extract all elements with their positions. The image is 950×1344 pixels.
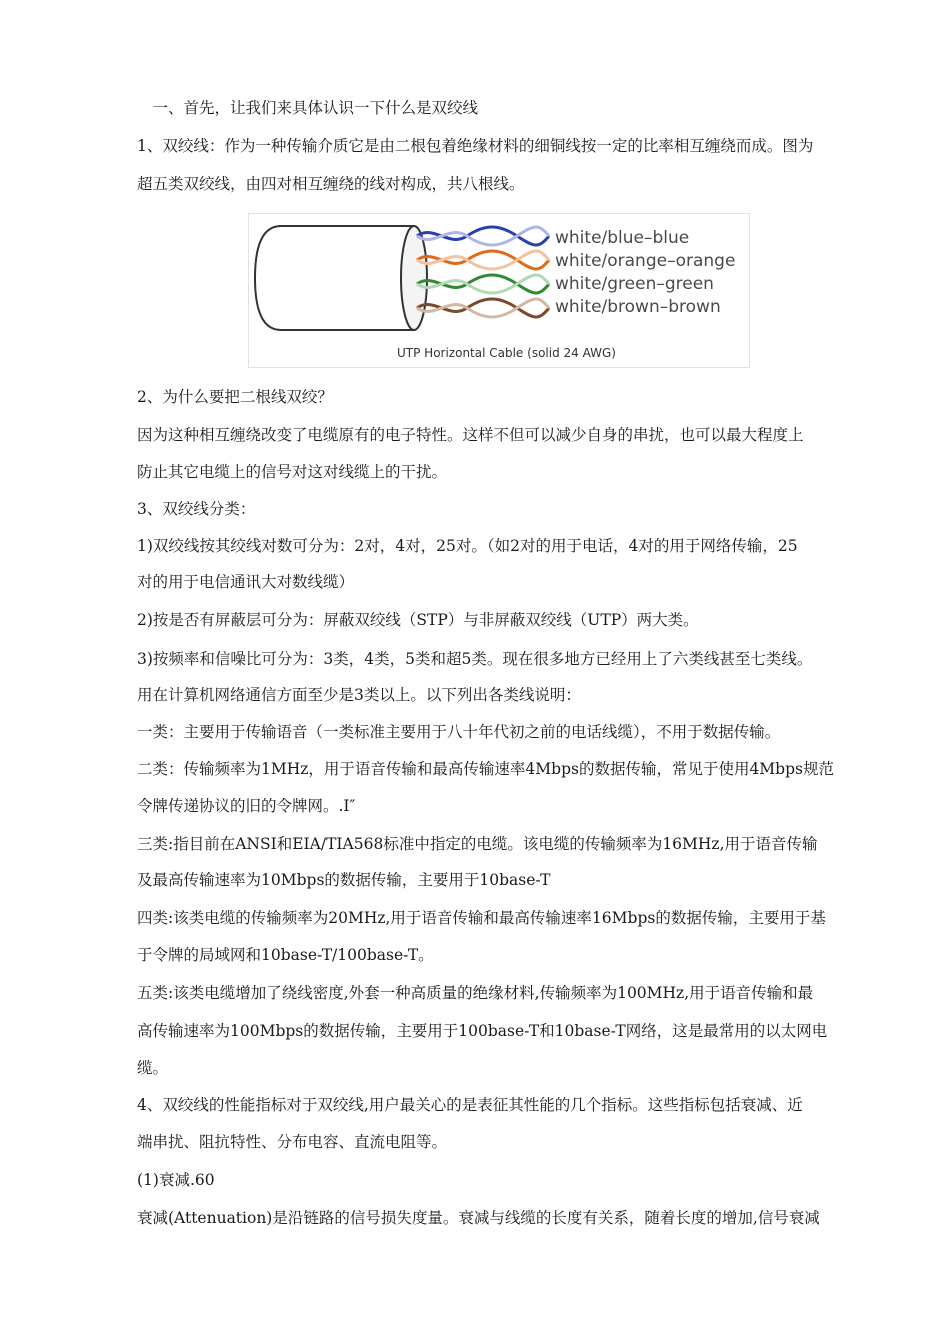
utp-cable-illustration bbox=[249, 214, 749, 367]
paragraph-line: 对的用于电信通讯大对数线缆） bbox=[137, 573, 355, 591]
cable-jacket bbox=[255, 226, 414, 330]
section-heading-4: 4、双绞线的性能指标对于双绞线,用户最关心的是表征其性能的几个指标。这些指标包括衰减、近 bbox=[137, 1096, 803, 1114]
pair-label-green: white/green–green bbox=[555, 274, 714, 294]
section-heading-3: 3、双绞线分类： bbox=[137, 500, 256, 518]
paragraph-line: 二类：传输频率为1MHz，用于语音传输和最高传输速率4Mbps的数据传输，常见于使用4Mbps规范 bbox=[137, 760, 834, 778]
pair-label-blue: white/blue–blue bbox=[555, 228, 690, 248]
paragraph-line: 及最高传输速率为10Mbps的数据传输，主要用于10base-T bbox=[137, 871, 551, 889]
paragraph-line: 缆。 bbox=[137, 1059, 169, 1077]
paragraph-line: 2)按是否有屏蔽层可分为：屏蔽双绞线（STP）与非屏蔽双绞线（UTP）两大类。 bbox=[137, 611, 699, 629]
paragraph-line: 于令牌的局域网和10base-T/100base-T。 bbox=[137, 946, 434, 964]
cable-jacket-end bbox=[401, 226, 427, 330]
paragraph-line: 令牌传递协议的旧的令牌网。.I″ bbox=[137, 797, 356, 815]
paragraph-line: 三类:指目前在ANSI和EIA/TIA568标准中指定的电缆。该电缆的传输频率为16MHz,用于语音传输 bbox=[137, 835, 818, 853]
paragraph-line: 一类：主要用于传输语音（一类标准主要用于八十年代初之前的电话线缆），不用于数据传输。 bbox=[137, 723, 781, 741]
pair-label-orange: white/orange–orange bbox=[555, 251, 736, 271]
utp-cable-figure bbox=[248, 213, 750, 368]
paragraph-line: 因为这种相互缠绕改变了电缆原有的电子特性。这样不但可以减少自身的串扰，也可以最大程度上 bbox=[137, 426, 804, 444]
section-heading-2: 2、为什么要把二根线双绞？ bbox=[137, 388, 333, 406]
twisted-pairs bbox=[417, 227, 549, 317]
paragraph-line: 衰减(Attenuation)是沿链路的信号损失度量。衰减与线缆的长度有关系，随着长度的增加,信号衰减 bbox=[137, 1209, 820, 1227]
paragraph-line: 四类:该类电缆的传输频率为20MHz,用于语音传输和最高传输速率16Mbps的数据传输，主要用于基 bbox=[137, 909, 826, 927]
paragraph-line: 3)按频率和信噪比可分为：3类，4类，5类和超5类。现在很多地方已经用上了六类线甚至七类线。 bbox=[137, 650, 813, 668]
figure-caption: UTP Horizontal Cable (solid 24 AWG) bbox=[397, 346, 616, 360]
paragraph-line: 1、双绞线：作为一种传输介质它是由二根包着绝缘材料的细铜线按一定的比率相互缠绕而成。图为 bbox=[137, 137, 814, 155]
section-heading-1: 一、首先，让我们来具体认识一下什么是双绞线 bbox=[137, 99, 479, 117]
pair-label-brown: white/brown–brown bbox=[555, 297, 721, 317]
paragraph-line: 高传输速率为100Mbps的数据传输，主要用于100base-T和10base-T网络，这是最常用的以太网电 bbox=[137, 1022, 828, 1040]
subsection-heading: (1)衰减.60 bbox=[137, 1171, 215, 1189]
paragraph-line: 五类:该类电缆增加了绕线密度,外套一种高质量的绝缘材料,传输频率为100MHz,用于语音传输和最 bbox=[137, 984, 814, 1002]
paragraph-line: 端串扰、阻抗特性、分布电容、直流电阻等。 bbox=[137, 1133, 448, 1151]
paragraph-line: 超五类双绞线，由四对相互缠绕的线对构成，共八根线。 bbox=[137, 175, 525, 193]
paragraph-line: 防止其它电缆上的信号对这对线缆上的干扰。 bbox=[137, 463, 448, 481]
paragraph-line: 用在计算机网络通信方面至少是3类以上。以下列出各类线说明： bbox=[137, 686, 581, 704]
paragraph-line: 1)双绞线按其绞线对数可分为：2对，4对，25对。（如2对的用于电话，4对的用于网络传输，25 bbox=[137, 537, 798, 555]
